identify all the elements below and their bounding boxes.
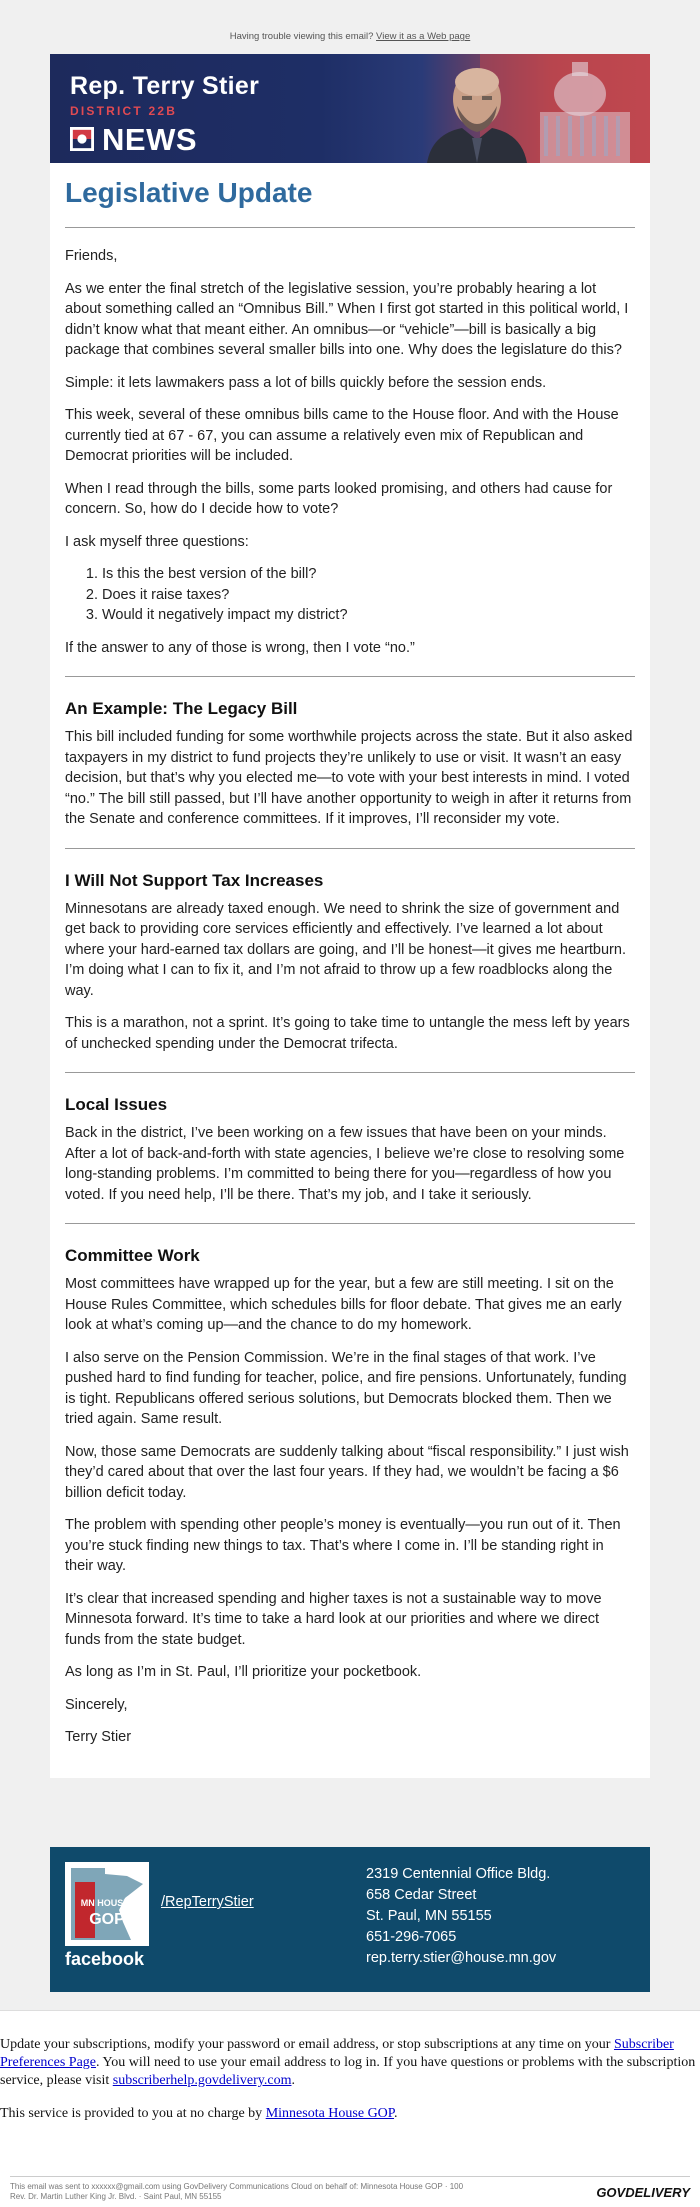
intro-paragraph: I ask myself three questions: <box>65 533 249 550</box>
questions-list <box>65 564 635 626</box>
intro-paragraph: As we enter the final stretch of the legislative session, you’re probably hearing a lot about something called an “Omnibus Bill.” When I first got started in this political world, I didn’t know what that meant either. An omnibus—or “vehicle”—bill is basically a big package that combines several smaller bills into one. Why does the legislature do this? <box>65 280 629 358</box>
notice-line: Rev. Dr. Martin Luther King Jr. Blvd. · Saint Paul, MN 55155 <box>10 2192 222 2201</box>
legacy-paragraph: This bill included funding for some worthwhile projects across the state. But it also asked taxpayers in my district to fund projects they’re unlikely to use or visit. It wasn’t an easy decision, but that’s why you elected me—to vote with your best interests in mind. I voted “no.” The bill still passed, but I’ll have another opportunity to weigh in after it returns from the Senate and conference committees. If it improves, I’ll reconsider my vote. <box>65 729 633 827</box>
address-line: 2319 Centennial Office Bldg. <box>366 1866 551 1882</box>
sent-to-notice <box>10 2182 570 2202</box>
list-item: 1. Is this the best version of the bill? <box>102 564 635 585</box>
intro-paragraph: This week, several of these omnibus bills came to the House floor. And with the House currently tied at 67 - 67, you can assume a relatively even mix of Republican and Democrat priorities will be included. <box>65 407 619 464</box>
provider-text: This service is provided to you at no charge by <box>0 2106 263 2121</box>
state-seal-icon <box>70 127 94 151</box>
committee-paragraph: The problem with spending other people’s money is eventually—you run out of it. Then you’re stuck finding new things to tax. That’s where I come in. I’ll be standing right in their way. <box>65 1517 621 1574</box>
local-paragraph: Back in the district, I’ve been working on a few issues that have been on your minds. After a lot of back-and-forth with state agencies, I believe we’re close to resolving some long-standing problems. I’m committed to being there for you—regardless of how you voted. If you need help, I’ll be there. That’s my job, and I take it seriously. <box>65 1125 625 1203</box>
section-heading-taxes: I Will Not Support Tax Increases <box>65 870 324 890</box>
service-provider-info <box>0 2106 700 2122</box>
news-label: NEWS <box>102 122 197 157</box>
list-item: 2. Does it raise taxes? <box>102 585 635 606</box>
representative-name: Rep. Terry Stier <box>70 72 260 100</box>
divider <box>65 227 635 228</box>
provider-text: . <box>394 2106 398 2121</box>
subscriber-preferences-link[interactable]: Subscriber Preferences Page <box>0 2037 674 2070</box>
intro-paragraph: If the answer to any of those is wrong, then I vote “no.” <box>65 639 415 656</box>
intro-paragraph: Simple: it lets lawmakers pass a lot of bills quickly before the session ends. <box>65 374 547 391</box>
district-label: DISTRICT 22B <box>70 104 178 118</box>
committee-paragraph: It’s clear that increased spending and higher taxes is not a sustainable way to move Minnesota forward. It’s time to take a hard look at our priorities and where we direct funds from the state budget. <box>65 1590 602 1648</box>
address-line: 658 Cedar Street <box>366 1887 477 1903</box>
divider <box>65 1223 635 1224</box>
intro-paragraph: When I read through the bills, some parts looked promising, and others had cause for concern. So, how do I decide how to vote? <box>65 480 613 517</box>
divider <box>65 1072 635 1073</box>
subscription-footer <box>0 2010 700 2207</box>
page-title: Legislative Update <box>65 177 313 208</box>
section-heading-committee: Committee Work <box>65 1246 200 1265</box>
section-heading-local: Local Issues <box>65 1095 168 1114</box>
facebook-wordmark[interactable]: facebook <box>65 1949 145 1969</box>
section-heading-legacy: An Example: The Legacy Bill <box>65 699 298 718</box>
greeting: Friends, <box>65 248 118 264</box>
notice-line: This email was sent to xxxxxx@gmail.com using GovDelivery Communications Cloud on behalf of: Minnesota House GOP · 100 <box>10 2182 464 2191</box>
taxes-paragraph: This is a marathon, not a sprint. It’s going to take time to untangle the mess left by years of unchecked spending under the Democrat trifecta. <box>65 1015 630 1052</box>
logo-text-mn-house: MN HOUSE <box>80 1898 130 1908</box>
preheader-text: Having trouble viewing this email? <box>229 31 374 42</box>
address-line: St. Paul, MN 55155 <box>366 1908 492 1924</box>
view-web-page-link[interactable]: View it as a Web page <box>376 31 471 42</box>
committee-paragraph: Now, those same Democrats are suddenly talking about “fiscal responsibility.” I just wish they’d cared about that over the last four years. If they had, we wouldn’t be facing a $6 billion deficit today. <box>65 1443 629 1501</box>
mn-house-gop-logo[interactable] <box>65 1862 149 1946</box>
signature: Terry Stier <box>65 1729 132 1745</box>
email-container <box>50 54 650 1778</box>
subscriber-help-link[interactable]: subscriberhelp.govdelivery.com <box>112 2073 292 2088</box>
contact-footer <box>50 1847 650 1992</box>
email-address[interactable]: rep.terry.stier@house.mn.gov <box>366 1950 557 1966</box>
committee-paragraph: Most committees have wrapped up for the year, but a few are still meeting. I sit on the House Rules Committee, which schedules bills for floor debate. That gives me an early look at what’s coming up—and the chance to do my homework. <box>65 1276 622 1333</box>
committee-paragraph: As long as I’m in St. Paul, I’ll prioritize your pocketbook. <box>65 1664 422 1680</box>
committee-paragraph: I also serve on the Pension Commission. We’re in the final stages of that work. I’ve pushed hard to find funding for teacher, police, and fire pensions. Unfortunately, funding is tight. Republicans offered serious solutions, but Democrats blocked them. Then we tried again. Same result. <box>65 1349 627 1427</box>
closing: Sincerely, <box>65 1696 128 1713</box>
newsletter-body <box>50 163 650 1778</box>
header-banner <box>50 54 650 163</box>
preheader <box>0 0 700 54</box>
divider <box>10 2176 690 2177</box>
subscription-info <box>0 2036 700 2090</box>
divider <box>0 2010 700 2011</box>
divider <box>65 848 635 849</box>
govdelivery-logo[interactable]: GOVDELIVERY <box>596 2185 690 2200</box>
minnesota-map-icon <box>65 1862 149 1946</box>
subscription-text: Update your subscriptions, modify your password or email address, or stop subscriptions at any time on your <box>0 2037 611 2052</box>
facebook-page-link[interactable]: /RepTerryStier <box>161 1894 254 1910</box>
representative-photo <box>422 54 532 163</box>
phone-number: 651-296-7065 <box>366 1929 457 1945</box>
logo-text-gop: GOP <box>89 1911 125 1928</box>
subscription-text: . <box>291 2073 295 2088</box>
list-item: 3. Would it negatively impact my district? <box>102 605 635 626</box>
subscription-text: . You will need to use your email address to log in. If you have questions or problems with the subscription service, please visit <box>0 2055 696 2088</box>
minnesota-house-gop-link[interactable]: Minnesota House GOP <box>265 2106 395 2121</box>
divider <box>65 676 635 677</box>
office-address <box>366 1864 556 1969</box>
taxes-paragraph: Minnesotans are already taxed enough. We need to shrink the size of government and get back to providing core services efficiently and effectively. I’ve learned a lot about where your hard-earned tax dollars are going, and I’ll be honest—it gives me heartburn. I’m doing what I can to fix it, and I’m not afraid to throw up a few roadblocks along the way. <box>65 900 626 999</box>
